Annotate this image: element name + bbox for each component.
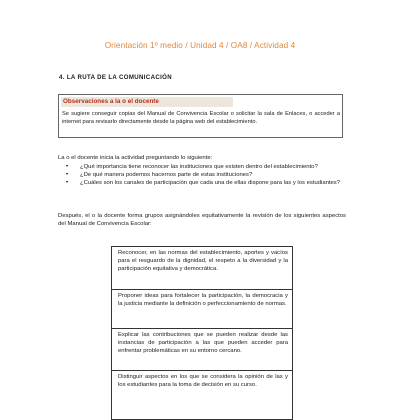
aspect-cell: Distinguir aspectos en los que se considera la opinión de las y los estudiantes para la toma de decisión en su curso.: [112, 371, 293, 420]
page-header: Orientación 1º medio / Unidad 4 / OA8 / Actividad 4: [104, 41, 296, 50]
question-text: ¿Cuáles son los canales de participación que cada una de ellas dispone para las y los estudiantes?: [80, 180, 341, 186]
intro-paragraph: La o el docente inicia la actividad preguntando lo siguiente:: [58, 155, 213, 161]
groups-paragraph: Después, el o la docente forma grupos asignándoles equitativamente la revisión de los siguientes aspectos del Manual de Convivencia Escolar:: [58, 213, 346, 228]
aspect-cell: Reconocer, en las normas del establecimiento, aportes y vacíos para el resguardo de la dignidad, el respeto a la diversidad y la participación equitativa y democrática.: [112, 247, 293, 290]
table-row: [112, 290, 293, 329]
question-item: [66, 171, 346, 179]
aspect-cell: Proponer ideas para fortalecer la participación, la democracia y la justicia mediante la definición o perfeccionamiento de normas.: [112, 290, 293, 329]
observations-box: [58, 94, 343, 138]
question-item: [66, 179, 346, 187]
observations-body: Se sugiere conseguir copias del Manual de Convivencia Escolar o solicitar la sala de Enlaces, o acceder a internet para revisarlo directamente desde la página web del establecimiento.: [62, 111, 340, 126]
bullet-icon: •: [66, 164, 69, 170]
aspect-cell: Explicar las contribuciones que se pueden realizar desde las instancias de participación a las que pueden acceder para enfrentar problemáticas en su entorno cercano.: [112, 329, 293, 371]
table-row: [112, 371, 293, 420]
observations-title: Observaciones a la o el docente: [61, 97, 233, 107]
question-text: ¿Qué importancia tiene reconocer las instituciones que existen dentro del establecimiento?: [80, 164, 318, 170]
table-row: [112, 329, 293, 371]
question-item: [66, 163, 346, 171]
question-list: [66, 163, 346, 187]
bullet-icon: •: [66, 180, 69, 186]
question-text: ¿De qué manera podemos hacernos parte de estas instituciones?: [80, 172, 253, 178]
bullet-icon: •: [66, 172, 69, 178]
table-row: [112, 247, 293, 290]
aspects-table: [111, 246, 293, 420]
section-title: 4. LA RUTA DE LA COMUNICACIÓN: [59, 74, 172, 81]
